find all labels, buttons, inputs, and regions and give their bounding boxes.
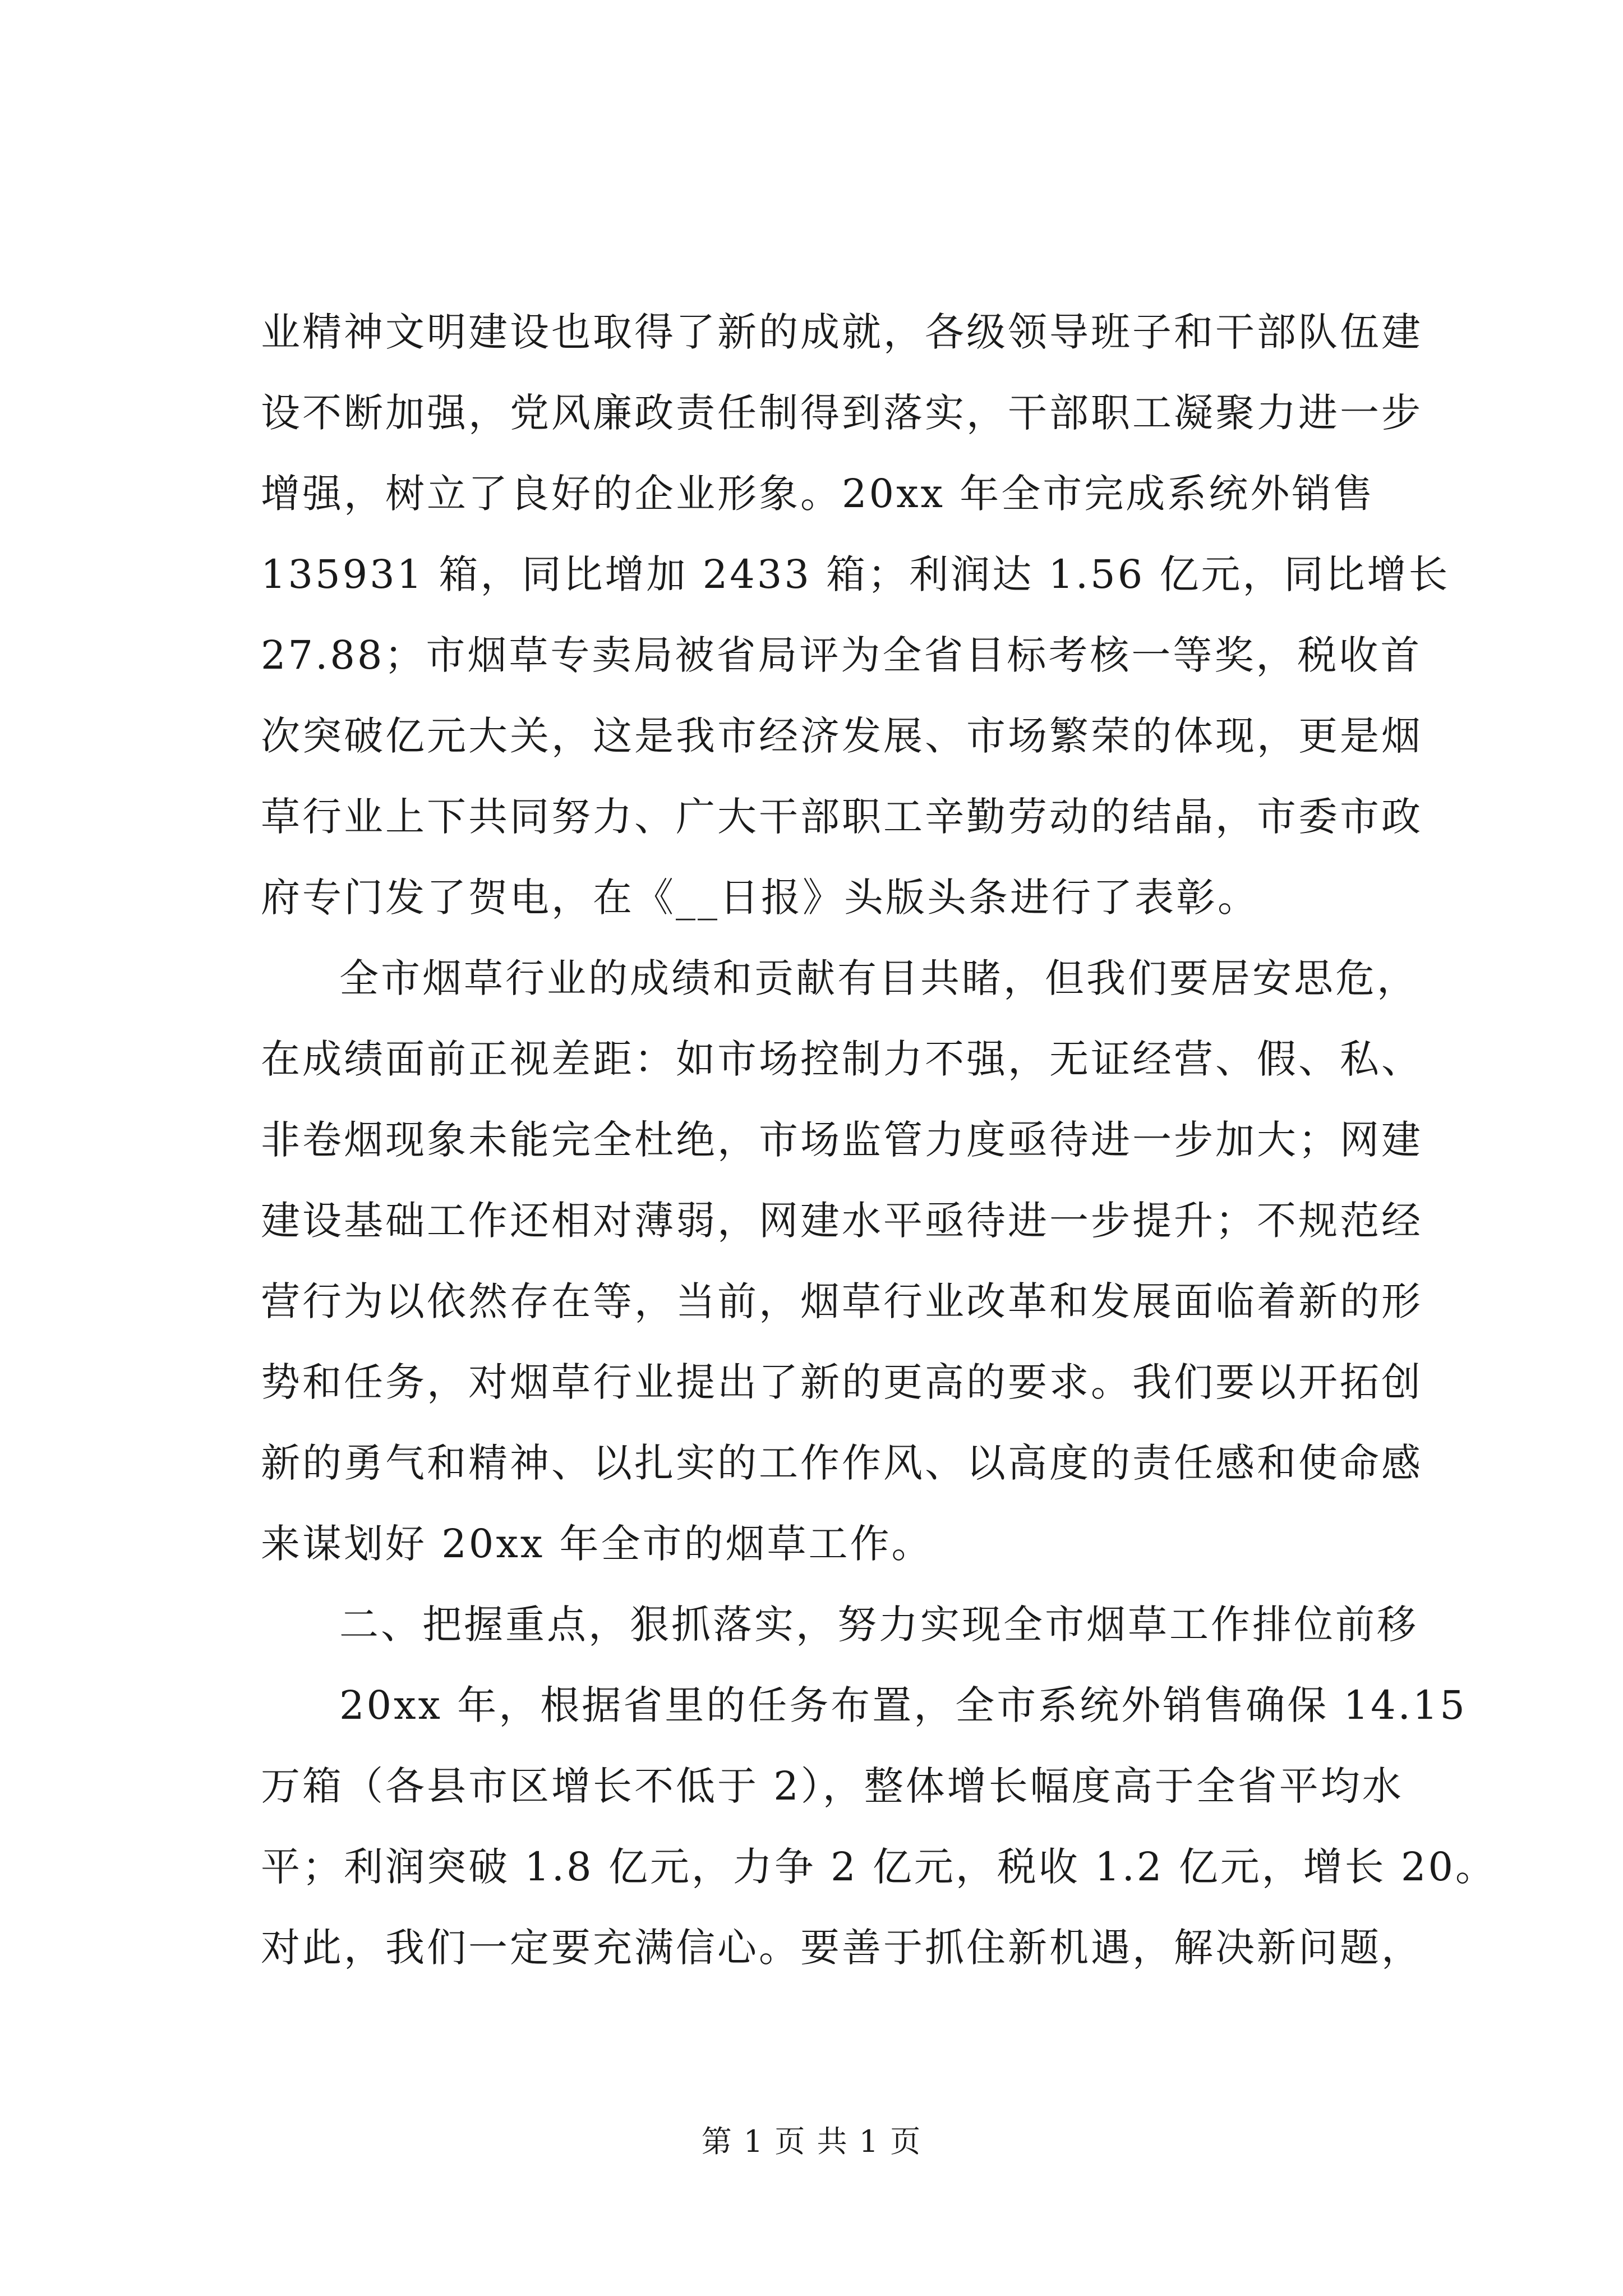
- text-line: 135931 箱，同比增加 2433 箱；利润达 1.56 亿元，同比增长: [261, 551, 1450, 597]
- text-line: 万箱（各县市区增长不低于 2），整体增长幅度高于全省平均水: [261, 1763, 1404, 1809]
- text-line: 营行为以依然存在等，当前，烟草行业改革和发展面临着新的形: [261, 1278, 1423, 1324]
- text-line: 在成绩面前正视差距：如市场控制力不强，无证经营、假、私、: [261, 1036, 1423, 1082]
- text-line: 新的勇气和精神、以扎实的工作作风、以高度的责任感和使命感: [261, 1440, 1423, 1486]
- text-line: 业精神文明建设也取得了新的成就，各级领导班子和干部队伍建: [261, 309, 1423, 355]
- text-line: 草行业上下共同努力、广大干部职工辛勤劳动的结晶，市委市政: [261, 794, 1423, 840]
- text-line: 平；利润突破 1.8 亿元，力争 2 亿元，税收 1.2 亿元，增长 20。: [261, 1844, 1497, 1890]
- text-line: 次突破亿元大关，这是我市经济发展、市场繁荣的体现，更是烟: [261, 713, 1423, 759]
- paragraph-start-line: 20xx 年，根据省里的任务布置，全市系统外销售确保 14.15: [339, 1682, 1467, 1728]
- text-line: 对此，我们一定要充满信心。要善于抓住新机遇，解决新问题，: [261, 1925, 1423, 1971]
- document-body: [261, 292, 1497, 1988]
- text-line: 设不断加强，党风廉政责任制得到落实，干部职工凝聚力进一步: [261, 390, 1423, 436]
- paragraph-start-line: 全市烟草行业的成绩和贡献有目共睹，但我们要居安思危，: [339, 955, 1418, 1001]
- text-line: 非卷烟现象未能完全杜绝，市场监管力度亟待进一步加大；网建: [261, 1117, 1423, 1163]
- text-line: 27.88；市烟草专卖局被省局评为全省目标考核一等奖，税收首: [261, 632, 1422, 678]
- text-line: 来谋划好 20xx 年全市的烟草工作。: [261, 1521, 933, 1567]
- text-line: 府专门发了贺电，在《__日报》头版头条进行了表彰。: [261, 875, 1259, 921]
- page-footer: 第 1 页 共 1 页: [701, 2124, 922, 2159]
- text-line: 增强，树立了良好的企业形象。20xx 年全市完成系统外销售: [261, 471, 1375, 517]
- section-heading: 二、把握重点，狠抓落实，努力实现全市烟草工作排位前移: [339, 1602, 1418, 1648]
- text-line: 建设基础工作还相对薄弱，网建水平亟待进一步提升；不规范经: [261, 1198, 1423, 1244]
- text-line: 势和任务，对烟草行业提出了新的更高的要求。我们要以开拓创: [261, 1359, 1423, 1405]
